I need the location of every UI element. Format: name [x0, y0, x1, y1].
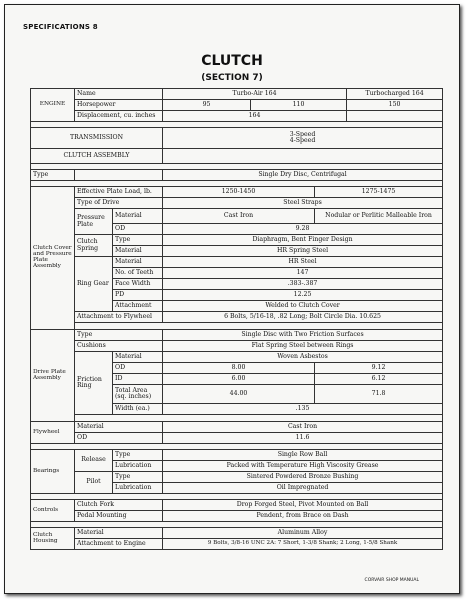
fw-od-row	[31, 433, 443, 444]
pil-type-label: Type	[113, 472, 163, 483]
engine-name-turbocharged: Turbocharged 164	[347, 89, 443, 100]
clutch-type-value: Single Dry Disc, Centrifugal	[163, 170, 443, 181]
housing-material-row	[31, 528, 443, 539]
clutch-assembly-label: CLUTCH ASSEMBLY	[31, 149, 163, 164]
fw-od-value: 11.6	[163, 433, 443, 444]
drive-type-row	[31, 198, 443, 209]
ring-gear-label: Ring Gear	[75, 257, 113, 312]
fr-id-b: 6.12	[315, 374, 443, 385]
fork-label: Clutch Fork	[75, 500, 163, 511]
fr-id-a: 6.00	[163, 374, 315, 385]
housing-attach-row	[31, 539, 443, 550]
engine-hp-value: 95	[163, 100, 251, 111]
rel-type-value: Single Row Ball	[163, 450, 443, 461]
spring-type-row	[31, 235, 443, 246]
housing-material-value: Aluminum Alloy	[163, 528, 443, 539]
dp-cushions-value: Flat Spring Steel between Rings	[163, 341, 443, 352]
drive-type-value: Steel Straps	[163, 198, 443, 209]
pedal-row	[31, 511, 443, 522]
fr-width-value: .135	[163, 404, 443, 415]
clutch-assembly-row	[31, 149, 443, 164]
engine-disp-label: Displacement, cu. inches	[75, 111, 163, 122]
clutch-type-label: Type	[31, 170, 75, 181]
pressure-plate-label: Pressure Plate	[75, 209, 113, 235]
friction-ring-label: Friction Ring	[75, 352, 113, 415]
rg-pd-value: 12.25	[163, 290, 443, 301]
rel-lub-value: Packed with Temperature High Viscosity Grease	[163, 461, 443, 472]
pilot-label: Pilot	[75, 472, 113, 494]
clutch-type-row	[31, 170, 443, 181]
footer-text: CORVAIR SHOP MANUAL	[364, 578, 419, 583]
spec-header: SPECIFICATIONS 8	[23, 23, 98, 31]
page-subtitle: (SECTION 7)	[201, 73, 263, 83]
drive-plate-section-label: Drive Plate Assembly	[31, 330, 75, 422]
pp-material-b: Nodular or Perlitic Malleable Iron	[315, 209, 443, 224]
fr-area-label: Total Area (sq. inches)	[113, 385, 163, 404]
fr-id-label: ID	[113, 374, 163, 385]
engine-name-turbo-air: Turbo-Air 164	[163, 89, 347, 100]
flywheel-attach-row	[31, 312, 443, 323]
fr-od-label: OD	[113, 363, 163, 374]
engine-name-row	[31, 89, 443, 100]
pp-material-a: Cast Iron	[163, 209, 315, 224]
transmission-values	[163, 128, 443, 149]
fr-material-label: Material	[113, 352, 163, 363]
rg-teeth-value: 147	[163, 268, 443, 279]
release-label: Release	[75, 450, 113, 472]
engine-hp-row	[31, 100, 443, 111]
transmission-value-1: 3-Speed	[289, 130, 316, 138]
page-title: CLUTCH	[201, 53, 263, 69]
fw-material-label: Material	[75, 422, 163, 433]
dp-spacer-row	[31, 415, 443, 422]
rg-face-value: .383-.387	[163, 279, 443, 290]
engine-section-label: ENGINE	[31, 89, 75, 122]
housing-attach-label: Attachment to Engine	[75, 539, 163, 550]
dp-type-label: Type	[75, 330, 163, 341]
fw-od-label: OD	[75, 433, 163, 444]
flywheel-section-label: Flywheel	[31, 422, 75, 444]
fr-area-a: 44.00	[163, 385, 315, 404]
clutch-spec-table	[30, 88, 443, 550]
housing-attach-value: 9 Bolts, 3/8-16 UNC 2A: 7 Short, 1-3/8 Shank; 2 Long, 1-5/8 Shank	[163, 539, 443, 550]
engine-disp-row	[31, 111, 443, 122]
drive-type-label: Type of Drive	[75, 198, 163, 209]
transmission-label: TRANSMISSION	[31, 128, 163, 149]
pp-od-label: OD	[113, 224, 163, 235]
fw-material-row	[31, 422, 443, 433]
fork-value: Drop Forged Steel, Pivot Mounted on Ball	[163, 500, 443, 511]
pp-od-value: 9.28	[163, 224, 443, 235]
spring-material-value: HR Spring Steel	[163, 246, 443, 257]
dp-type-row	[31, 330, 443, 341]
transmission-value-2: 4-Speed	[289, 137, 316, 144]
dp-cushions-label: Cushions	[75, 341, 163, 352]
pp-material-label: Material	[113, 209, 163, 224]
plate-load-row	[31, 187, 443, 198]
rg-material-row	[31, 257, 443, 268]
rg-teeth-label: No. of Teeth	[113, 268, 163, 279]
rel-type-row	[31, 450, 443, 461]
rel-type-label: Type	[113, 450, 163, 461]
fr-od-a: 8.00	[163, 363, 315, 374]
fork-row	[31, 500, 443, 511]
housing-section-label: Clutch Housing	[31, 528, 75, 550]
fr-od-b: 9.12	[315, 363, 443, 374]
engine-name-label: Name	[75, 89, 163, 100]
rg-attach-label: Attachment	[113, 301, 163, 312]
pil-lub-label: Lubrication	[113, 483, 163, 494]
spring-type-value: Diaphragm, Bent Finger Design	[163, 235, 443, 246]
engine-disp-value: 164	[163, 111, 347, 122]
housing-material-label: Material	[75, 528, 163, 539]
engine-hp-value: 150	[347, 100, 443, 111]
rg-attach-value: Welded to Clutch Cover	[163, 301, 443, 312]
cover-section-label: Clutch Cover and Pressure Plate Assembly	[31, 187, 75, 330]
fr-area-b: 71.8	[315, 385, 443, 404]
dp-cushions-row	[31, 341, 443, 352]
pil-lub-value: Oil Impregnated	[163, 483, 443, 494]
dp-type-value: Single Disc with Two Friction Surfaces	[163, 330, 443, 341]
pedal-value: Pendent, from Brace on Dash	[163, 511, 443, 522]
controls-section-label: Controls	[31, 500, 75, 522]
cover-spacer-row	[31, 323, 443, 330]
fw-material-value: Cast Iron	[163, 422, 443, 433]
clutch-spring-label: Clutch Spring	[75, 235, 113, 257]
fr-material-row	[31, 352, 443, 363]
fr-width-label: Width (ea.)	[113, 404, 163, 415]
plate-load-label: Effective Plate Load, lb.	[75, 187, 163, 198]
engine-hp-label: Horsepower	[75, 100, 163, 111]
rg-material-label: Material	[113, 257, 163, 268]
bearings-section-label: Bearings	[31, 450, 75, 494]
pedal-label: Pedal Mounting	[75, 511, 163, 522]
fr-material-value: Woven Asbestos	[163, 352, 443, 363]
pil-type-row	[31, 472, 443, 483]
rg-material-value: HR Steel	[163, 257, 443, 268]
flywheel-attach-value: 6 Bolts, 5/16-18, .82 Long; Bolt Circle Dia. 10.625	[163, 312, 443, 323]
engine-hp-value: 110	[251, 100, 347, 111]
rel-lub-label: Lubrication	[113, 461, 163, 472]
transmission-row	[31, 128, 443, 149]
rg-pd-label: PD	[113, 290, 163, 301]
flywheel-attach-label: Attachment to Flywheel	[75, 312, 163, 323]
spring-material-label: Material	[113, 246, 163, 257]
plate-load-a: 1250-1450	[163, 187, 315, 198]
pil-type-value: Sintered Powdered Bronze Bushing	[163, 472, 443, 483]
pp-material-row	[31, 209, 443, 224]
spring-type-label: Type	[113, 235, 163, 246]
rg-face-label: Face Width	[113, 279, 163, 290]
plate-load-b: 1275-1475	[315, 187, 443, 198]
